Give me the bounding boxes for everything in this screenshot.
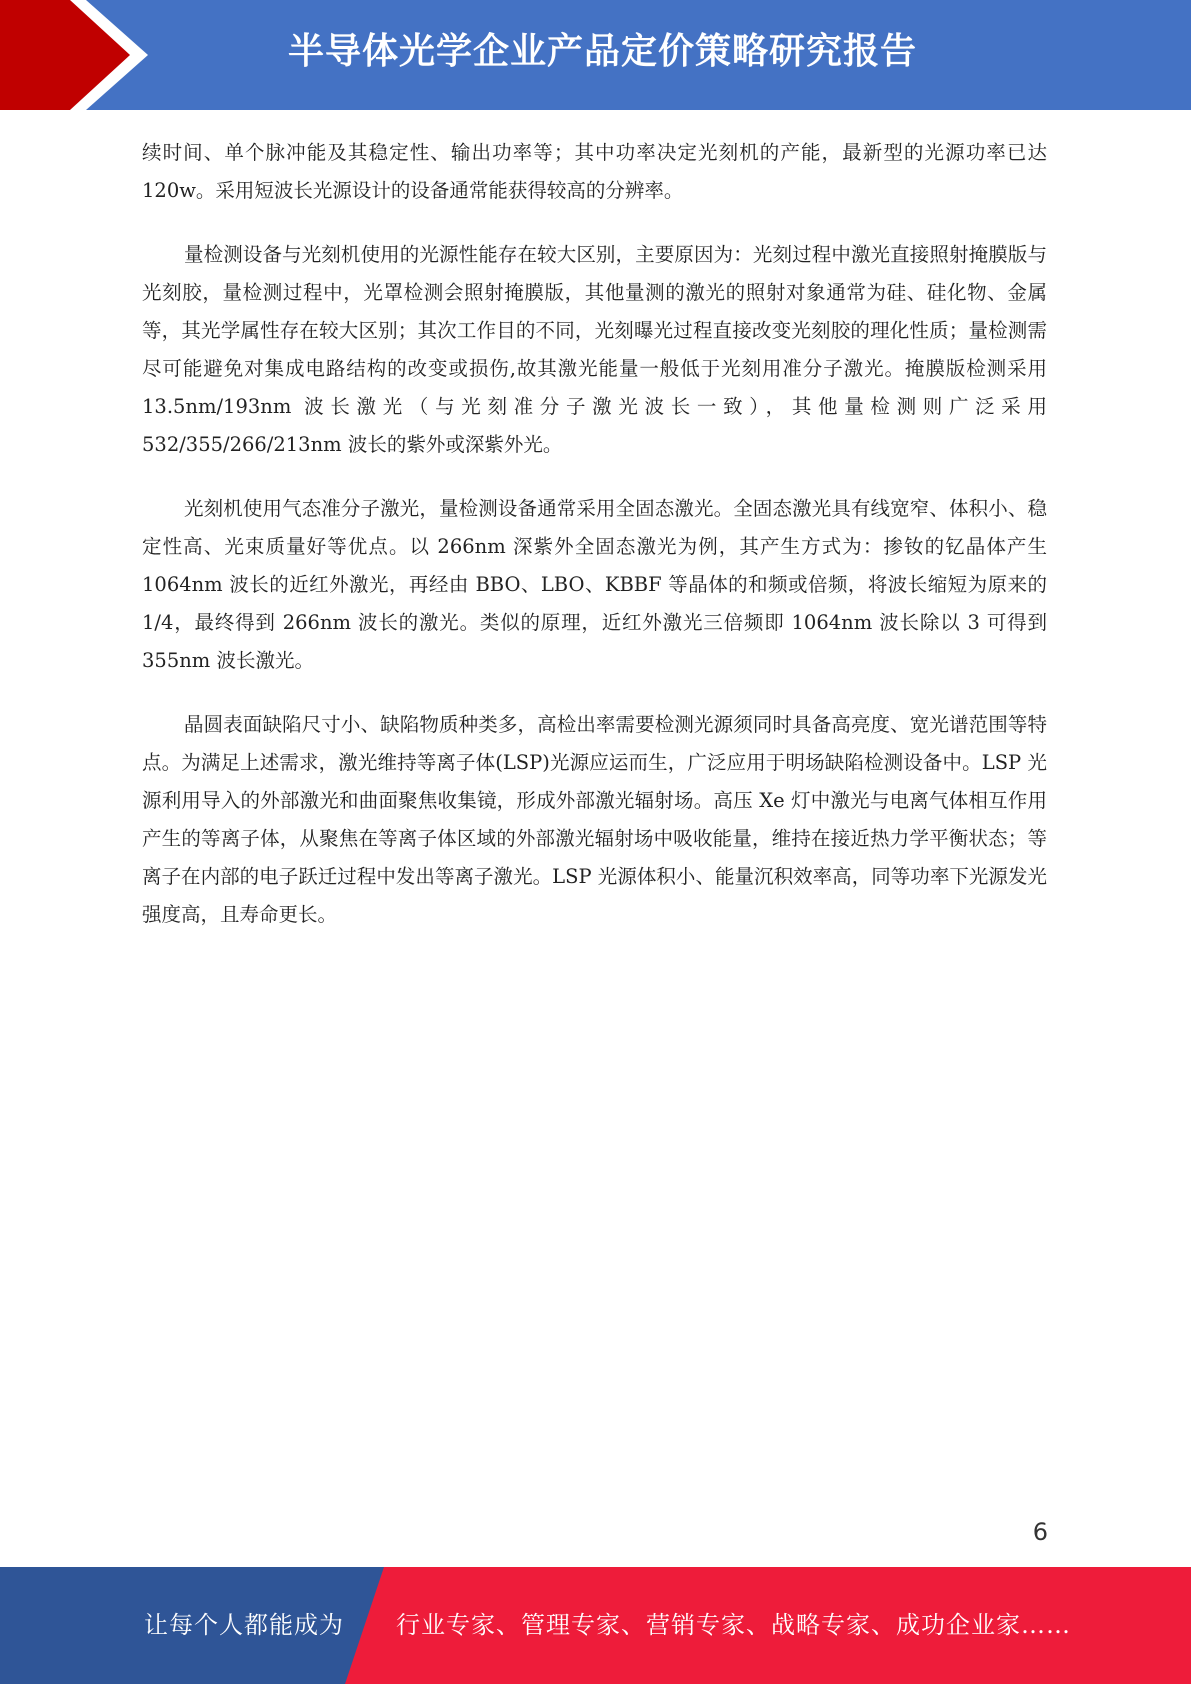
page-number: 6: [1032, 1518, 1048, 1546]
paragraph-3: 光刻机使用气态准分子激光，量检测设备通常采用全固态激光。全固态激光具有线宽窄、体积小、稳定性高、光束质量好等优点。以 266nm 深紫外全固态激光为例，其产生方式为：掺钕的钇晶体产生 1064nm 波长的近红外激光，再经由 BBO、LBO、KBBF 等晶体的和频或倍频，将波长缩短为原来的 1/4，最终得到 266nm 波长的激光。类似的原理，近红外激光三倍频即 1064nm 波长除以 3 可得到 355nm 波长激光。: [142, 497, 1047, 672]
report-body: [142, 134, 1047, 960]
header-banner: [0, 0, 1191, 110]
footer-banner: [0, 1567, 1191, 1684]
paragraph-4: 晶圆表面缺陷尺寸小、缺陷物质种类多，高检出率需要检测光源须同时具备高亮度、宽光谱范围等特点。为满足上述需求，激光维持等离子体(LSP)光源应运而生，广泛应用于明场缺陷检测设备中。LSP 光源利用导入的外部激光和曲面聚焦收集镜，形成外部激光辐射场。高压 Xe 灯中激光与电离气体相互作用产生的等离子体，从聚焦在等离子体区域的外部激光辐射场中吸收能量，维持在接近热力学平衡状态；等离子在内部的电子跃迁过程中发出等离子激光。LSP 光源体积小、能量沉积效率高，同等功率下光源发光强度高，且寿命更长。: [142, 713, 1047, 926]
footer-slogan-left: 让每个人都能成为: [144, 1611, 344, 1639]
paragraph-2: 量检测设备与光刻机使用的光源性能存在较大区别，主要原因为：光刻过程中激光直接照射掩膜版与光刻胶，量检测过程中，光罩检测会照射掩膜版，其他量测的激光的照射对象通常为硅、硅化物、金属等，其光学属性存在较大区别；其次工作目的不同，光刻曝光过程直接改变光刻胶的理化性质；量检测需尽可能避免对集成电路结构的改变或损伤,故其激光能量一般低于光刻用准分子激光。掩膜版检测采用 13.5nm/193nm 波长激光（与光刻准分子激光波长一致），其他量检测则广泛采用 532/355/266/213nm 波长的紫外或深紫外光。: [142, 243, 1047, 456]
document-title: 半导体光学企业产品定价策略研究报告: [287, 31, 917, 72]
paragraph-1: 续时间、单个脉冲能及其稳定性、输出功率等；其中功率决定光刻机的产能，最新型的光源功率已达 120w。采用短波长光源设计的设备通常能获得较高的分辨率。: [142, 141, 1047, 202]
footer-slogan-right: 行业专家、管理专家、营销专家、战略专家、成功企业家……: [396, 1611, 1071, 1639]
